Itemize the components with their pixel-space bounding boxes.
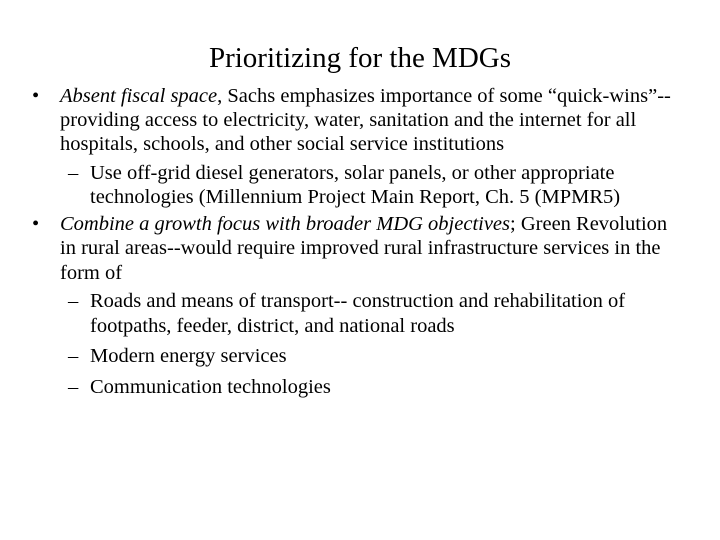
- sub-bullet-item: [68, 375, 670, 400]
- sub-bullet-text: Communication technologies: [90, 376, 331, 399]
- sub-bullet-marker: –: [68, 376, 79, 399]
- sub-bullet-item: [68, 344, 670, 369]
- sub-bullet-item: [68, 289, 670, 339]
- bullet-item: [32, 212, 680, 285]
- sub-bullet-marker: –: [68, 161, 79, 184]
- bullet-item: [32, 84, 680, 157]
- sub-bullet-marker: –: [68, 289, 79, 312]
- sub-bullet-text: Use off-grid diesel generators, solar panels, or other appropriate technologies (Millennium Project Main Report, Ch. 5 (MPMR5): [90, 161, 621, 209]
- sub-bullet-text: Modern energy services: [90, 345, 287, 368]
- slide-content: [0, 84, 720, 400]
- bullet-marker: •: [32, 213, 40, 236]
- bullet-text: , Sachs emphasizes importance of some “quick-wins”-- providing access to electricity, water, sanitation and the internet for all hospitals, schools, and other social service institutions: [60, 85, 671, 156]
- bullet-lead-text: Absent fiscal space: [60, 85, 218, 107]
- sub-bullet-item: [68, 161, 670, 211]
- bullet-marker: •: [32, 85, 40, 107]
- bullet-lead-text: Combine a growth focus with broader MDG objectives: [60, 213, 511, 236]
- sub-bullet-marker: –: [68, 345, 79, 368]
- bullet-text: ; Green Revolution in rural areas--would require improved rural infrastructure services in the form of: [60, 213, 668, 284]
- slide-title: Prioritizing for the MDGs: [208, 42, 512, 74]
- sub-bullet-text: Roads and means of transport-- construction and rehabilitation of footpaths, feeder, district, and national roads: [90, 289, 626, 337]
